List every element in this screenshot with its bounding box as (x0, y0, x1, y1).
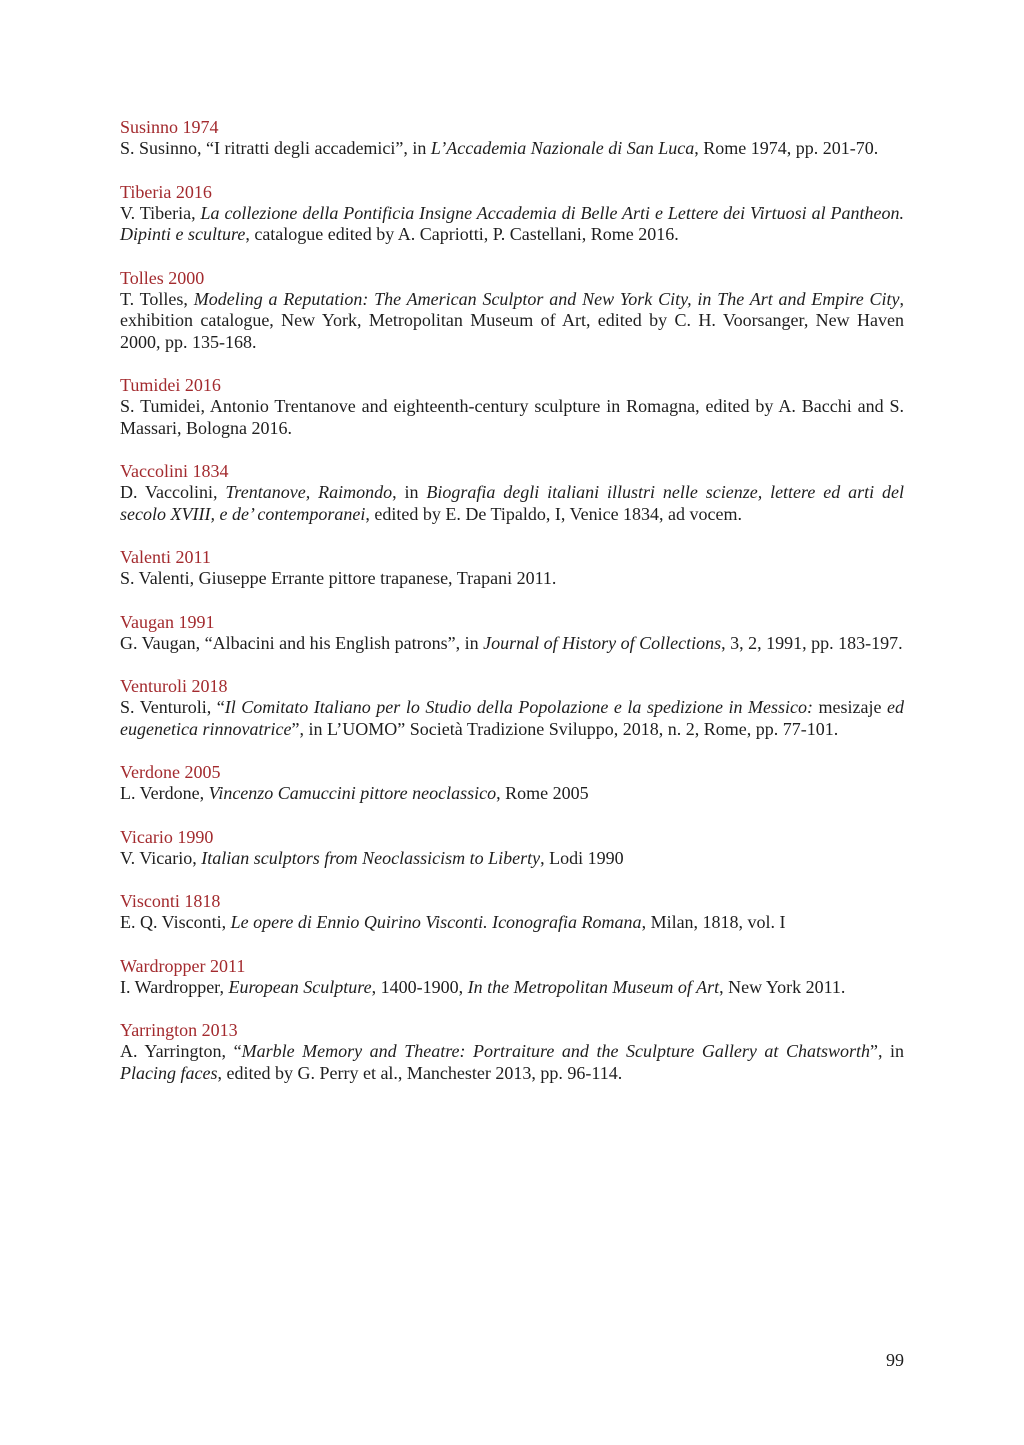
entry-heading: Verdone 2005 (120, 762, 221, 782)
citation-text: , in (392, 482, 427, 502)
citation-title: Marble Memory and Theatre: Portraiture and the Sculpture Gallery at Chatsworth (241, 1041, 870, 1061)
bibliography-entry (120, 117, 904, 160)
entry-heading: Visconti 1818 (120, 891, 221, 911)
citation-text: S. Susinno, “I ritratti degli accademici”, in (120, 138, 431, 158)
entry-heading: Vaccolini 1834 (120, 461, 229, 481)
citation-text: , Rome 2005 (496, 783, 589, 803)
citation-title: Vincenzo Camuccini pittore neoclassico (208, 783, 497, 803)
citation-title: Journal of History of Collections (483, 632, 722, 653)
entry-heading: Yarrington 2013 (120, 1020, 238, 1040)
entry-citation (120, 633, 904, 655)
entry-citation (120, 912, 904, 934)
citation-title: Trentanove, Raimondo (225, 482, 393, 502)
citation-text: V. Tiberia, (120, 202, 201, 223)
entry-citation (120, 697, 904, 740)
citation-title: In the Metropolitan Museum of Art (467, 976, 720, 997)
bibliography-entry (120, 461, 904, 525)
bibliography-entry (120, 762, 904, 805)
entry-citation (120, 482, 904, 525)
citation-title: L’Accademia Nazionale di San Luca (430, 138, 695, 158)
citation-text: , edited by G. Perry et al., Manchester 2013, pp. 96-114. (217, 1062, 623, 1083)
citation-title: Biografia degli italiani illustri nelle scienze, lettere ed arti del secolo XVIII, e de’ contemporanei (120, 482, 904, 524)
citation-text: , 1400-1900, (371, 976, 468, 997)
citation-title: Le opere di Ennio Quirino Visconti. Iconografia Romana (230, 912, 642, 932)
citation-text: V. Vicario, (120, 847, 202, 868)
citation-text: ”, in L’UOMO” Società Tradizione Sviluppo, 2018, n. 2, Rome, pp. 77-101. (291, 718, 839, 739)
citation-text: G. Vaugan, “Albacini and his English patrons”, in (120, 632, 484, 653)
citation-text: mesizaje (812, 697, 887, 717)
entry-citation (120, 396, 904, 439)
entry-citation (120, 783, 904, 805)
entry-citation (120, 138, 904, 160)
bibliography-entry (120, 956, 904, 999)
citation-text: , Lodi 1990 (540, 847, 624, 868)
entry-citation (120, 848, 904, 870)
entry-heading: Tolles 2000 (120, 267, 205, 288)
entry-citation (120, 977, 904, 999)
citation-title: Placing faces (120, 1062, 218, 1083)
entry-heading: Wardropper 2011 (120, 955, 246, 976)
citation-text: A. Yarrington, “ (120, 1041, 242, 1061)
citation-title: Modeling a Reputation: The American Sculptor and New York City, in The Art and Empire City (193, 288, 900, 309)
citation-text: I. Wardropper, (120, 976, 229, 997)
bibliography-entry (120, 891, 904, 934)
entry-heading: Vaugan 1991 (120, 611, 215, 632)
entry-heading: Vicario 1990 (120, 826, 214, 847)
entry-heading: Susinno 1974 (120, 117, 219, 137)
citation-text: D. Vaccolini, (120, 482, 226, 502)
citation-text: , edited by E. De Tipaldo, I, Venice 1834, ad vocem. (365, 503, 743, 524)
citation-title: Il Comitato Italiano per lo Studio della Popolazione e la spedizione in Messico: (224, 697, 813, 717)
entry-citation (120, 203, 904, 246)
citation-title: Italian sculptors from Neoclassicism to Liberty (201, 847, 541, 868)
bibliography-entry (120, 268, 904, 354)
citation-text: , Milan, 1818, vol. I (641, 912, 786, 932)
bibliography-entry (120, 612, 904, 655)
citation-text: , Rome 1974, pp. 201-70. (694, 138, 879, 158)
entry-heading: Venturoli 2018 (120, 676, 228, 696)
entry-heading: Tumidei 2016 (120, 375, 221, 395)
citation-text: S. Venturoli, “ (120, 697, 225, 717)
citation-text: S. Tumidei, Antonio Trentanove and eighteenth-century sculpture in Romagna, edited by A. Bacchi and S. Massari, Bologna 2016. (120, 396, 904, 438)
bibliography-list (120, 117, 904, 1084)
bibliography-entry (120, 1020, 904, 1084)
citation-text: T. Tolles, (120, 288, 194, 309)
citation-text: , catalogue edited by A. Capriotti, P. Castellani, Rome 2016. (245, 224, 679, 244)
entry-heading: Valenti 2011 (120, 547, 211, 567)
citation-title: European Sculpture (228, 976, 372, 997)
citation-text: , New York 2011. (719, 976, 846, 997)
bibliography-entry (120, 547, 904, 590)
bibliography-entry (120, 676, 904, 740)
citation-text: ”, in (869, 1041, 905, 1061)
bibliography-page (120, 117, 904, 1106)
bibliography-entry (120, 375, 904, 439)
entry-citation (120, 568, 904, 590)
citation-text: S. Valenti, Giuseppe Errante pittore trapanese, Trapani 2011. (120, 568, 557, 588)
citation-title: ed eugenetica rinnovatrice (120, 697, 904, 739)
citation-text: E. Q. Visconti, (120, 912, 231, 932)
bibliography-entry (120, 182, 904, 246)
entry-citation (120, 289, 904, 354)
citation-text: , 3, 2, 1991, pp. 183-197. (721, 632, 903, 653)
bibliography-entry (120, 827, 904, 870)
entry-citation (120, 1041, 904, 1084)
page-number: 99 (886, 1350, 904, 1370)
entry-heading: Tiberia 2016 (120, 181, 212, 202)
citation-text: L. Verdone, (120, 783, 209, 803)
citation-text: , exhibition catalogue, New York, Metropolitan Museum of Art, edited by C. H. Voorsanger, New Haven 2000, pp. 135-168. (120, 288, 904, 352)
citation-title: La collezione della Pontificia Insigne Accademia di Belle Arti e Lettere dei Virtuosi al Pantheon. Dipinti e sculture (120, 202, 904, 244)
